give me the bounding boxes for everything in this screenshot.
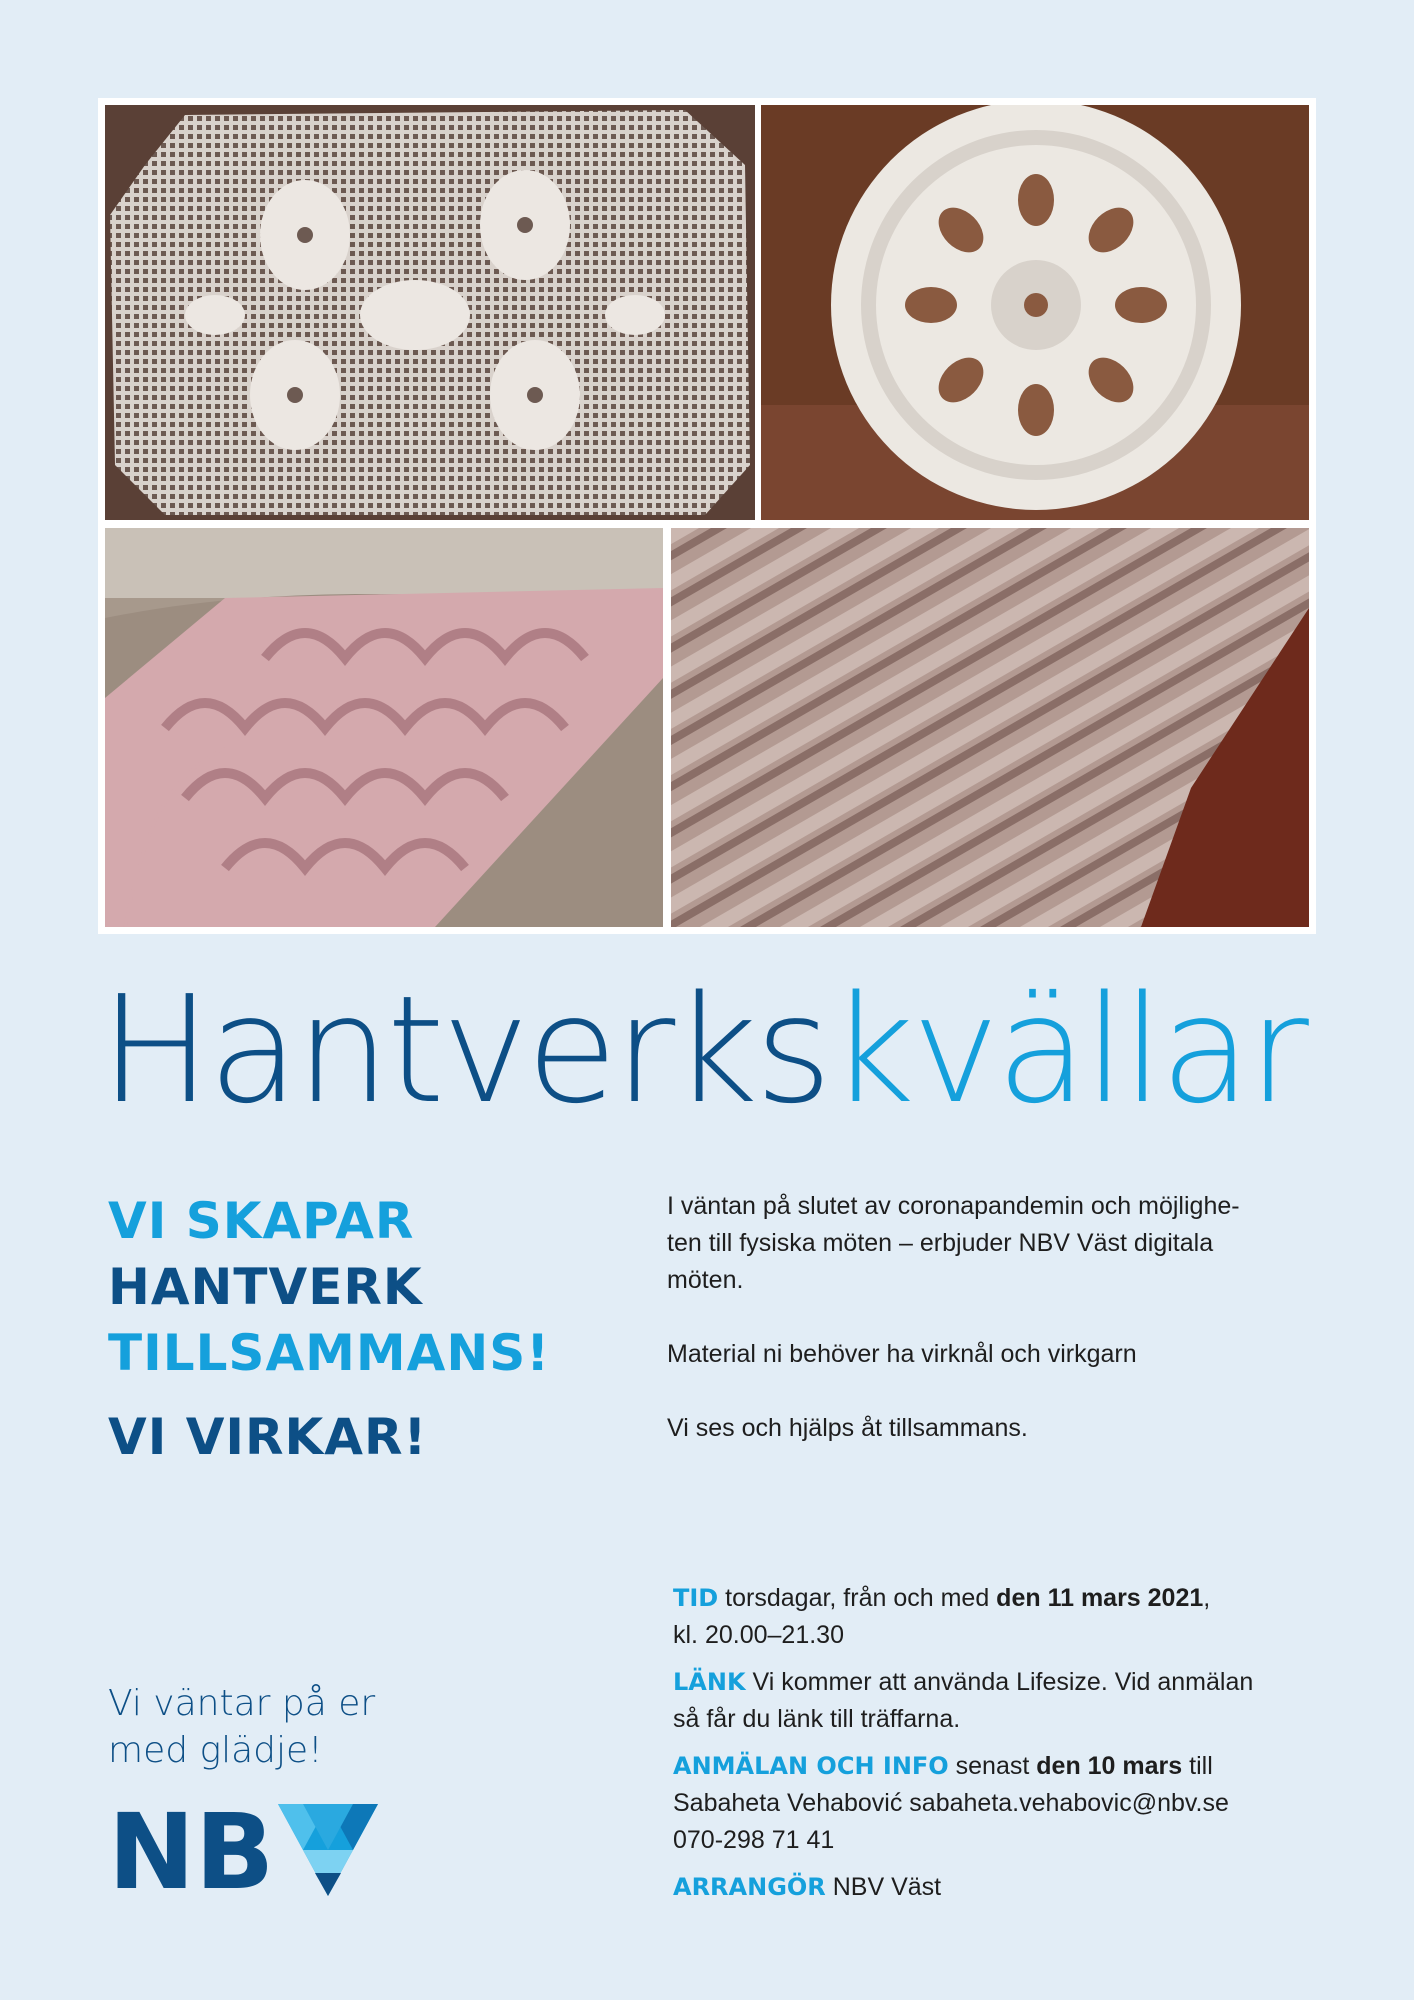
logo-text: NB <box>108 1800 275 1900</box>
info-tid-time: kl. 20.00–21.30 <box>673 1621 844 1649</box>
title-part-1: Hantverks <box>100 964 830 1136</box>
intro-paragraph-3: Vi ses och hjälps åt tillsammans. <box>667 1414 1028 1442</box>
slogan <box>108 1188 550 1470</box>
info-tid-label: TID <box>673 1584 719 1612</box>
info-tid-text: torsdagar, från och med <box>718 1584 997 1612</box>
info-anmalan <box>673 1748 1333 1859</box>
page-title <box>100 960 1350 1140</box>
info-tid-date: den 11 mars 2021 <box>996 1584 1204 1612</box>
info-anmalan-contact: Sabaheta Vehabović sabaheta.vehabovic@nbv.se <box>673 1789 1229 1817</box>
info-anmalan-phone: 070-298 71 41 <box>673 1826 835 1854</box>
info-lank-text: Vi kommer att använda Lifesize. Vid anmälan <box>745 1668 1254 1696</box>
info-anmalan-label: ANMÄLAN OCH INFO <box>673 1752 949 1780</box>
tagline <box>108 1680 375 1774</box>
tagline-line-2: med glädje! <box>108 1730 323 1771</box>
photo-collage <box>98 98 1316 934</box>
info-arrangor-label: ARRANGÖR <box>673 1873 826 1901</box>
photo-round-doily <box>761 105 1309 520</box>
event-info <box>673 1580 1333 1916</box>
slogan-line-1: VI SKAPAR <box>108 1192 415 1250</box>
logo-v-triangle-icon <box>278 1804 378 1896</box>
photo-lace-shawl <box>671 528 1309 927</box>
info-anmalan-date: den 10 mars <box>1036 1752 1183 1780</box>
info-lank-label: LÄNK <box>673 1668 746 1696</box>
tagline-line-1: Vi väntar på er <box>108 1683 376 1724</box>
info-lank <box>673 1664 1333 1738</box>
info-arrangor <box>673 1869 1333 1906</box>
info-anmalan-till: till <box>1182 1752 1213 1780</box>
info-tid <box>673 1580 1333 1654</box>
title-part-2: kvällar <box>829 964 1306 1136</box>
info-lank-text-2: så får du länk till träffarna. <box>673 1705 961 1733</box>
slogan-line-3: TILLSAMMANS! <box>108 1324 551 1382</box>
nbv-logo <box>108 1800 388 1900</box>
slogan-line-2: HANTVERK <box>108 1258 423 1316</box>
intro-paragraph-1 <box>667 1188 1317 1299</box>
info-arrangor-text: NBV Väst <box>825 1873 942 1901</box>
intro-p1-line-2: ten till fysiska möten – erbjuder NBV Väst digitala <box>667 1229 1214 1257</box>
intro-p1-line-3: möten. <box>667 1266 744 1294</box>
photo-pink-shawl <box>105 528 663 927</box>
info-tid-comma: , <box>1203 1584 1211 1612</box>
intro-text <box>667 1188 1317 1484</box>
info-anmalan-text: senast <box>948 1752 1037 1780</box>
intro-paragraph-2: Material ni behöver ha virknål och virkgarn <box>667 1340 1137 1368</box>
intro-p1-line-1: I väntan på slutet av coronapandemin och möjlighe- <box>667 1192 1240 1220</box>
photo-filet-crochet-runner <box>105 105 755 520</box>
slogan-line-4: VI VIRKAR! <box>108 1408 428 1466</box>
